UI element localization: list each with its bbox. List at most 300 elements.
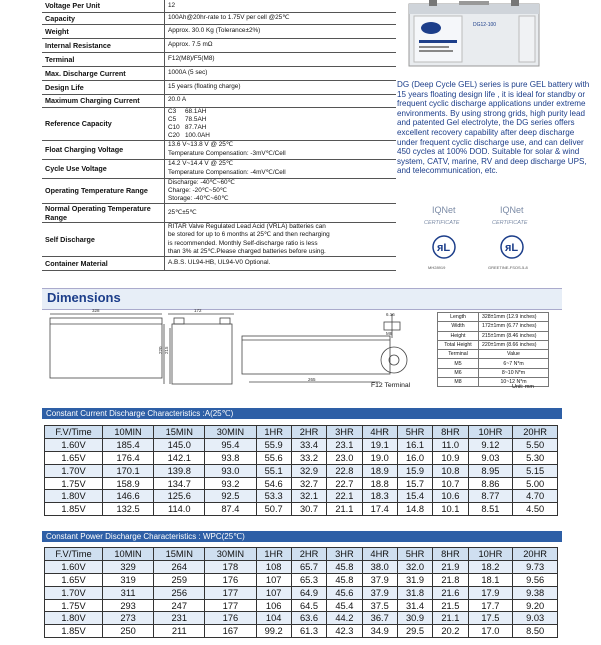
- table-cell: 38.0: [362, 560, 397, 573]
- spec-label: Capacity: [42, 12, 165, 24]
- torque-header: Terminal: [438, 350, 479, 359]
- table-cell: 21.1: [433, 612, 468, 625]
- spec-value: [165, 52, 397, 66]
- spec-row: [42, 204, 396, 223]
- table-cell: 15.7: [397, 477, 432, 490]
- spec-value-line: RITAR Valve Regulated Lead Acid (VRLA) batteries can: [168, 223, 326, 231]
- table-cell: 21.1: [327, 503, 362, 516]
- ul-logo-right: [501, 236, 523, 258]
- table-row: [45, 586, 558, 599]
- table-cell: 8.95: [468, 464, 513, 477]
- column-header: 10HR: [468, 548, 513, 561]
- table-cell: 264: [154, 560, 205, 573]
- final-voltage-cell: 1.60V: [45, 560, 103, 573]
- column-header: 5HR: [397, 426, 432, 439]
- table-cell: 32.1: [291, 490, 326, 503]
- table-cell: 19.1: [362, 438, 397, 451]
- table-cell: 45.8: [327, 573, 362, 586]
- table-row: [45, 573, 558, 586]
- terminal-caption: F12 Terminal: [371, 382, 411, 389]
- column-header: 2HR: [291, 548, 326, 561]
- table-cell: 95.4: [205, 438, 256, 451]
- table-cell: 54.6: [256, 477, 291, 490]
- table-cell: 16.1: [397, 438, 432, 451]
- torque-row: [438, 368, 549, 377]
- table-cell: 37.5: [362, 599, 397, 612]
- spec-value: [165, 204, 397, 223]
- spec-label: Maximum Charging Current: [42, 94, 165, 107]
- svg-text:CERTIFICATE: CERTIFICATE: [424, 220, 460, 226]
- svg-text:CERTIFICATE: CERTIFICATE: [492, 220, 528, 226]
- current-discharge-title: Constant Current Discharge Characteristics :A(25℃): [42, 408, 562, 419]
- table-cell: 9.03: [513, 612, 558, 625]
- spec-value: [165, 107, 397, 140]
- capacity-value: 78.5AH: [185, 115, 207, 123]
- column-header: 30MIN: [205, 426, 256, 439]
- column-header: 10MIN: [103, 548, 154, 561]
- table-cell: 185.4: [103, 438, 154, 451]
- table-cell: 114.0: [154, 503, 205, 516]
- dimension-label: Length: [438, 313, 479, 322]
- column-header: 8HR: [433, 548, 468, 561]
- table-cell: 10.7: [433, 477, 468, 490]
- table-cell: 256: [154, 586, 205, 599]
- table-cell: 107: [256, 586, 291, 599]
- table-cell: 142.1: [154, 451, 205, 464]
- table-cell: 8.86: [468, 477, 513, 490]
- table-cell: 99.2: [256, 625, 291, 638]
- final-voltage-cell: 1.60V: [45, 438, 103, 451]
- table-cell: 92.5: [205, 490, 256, 503]
- current-discharge-table: [44, 425, 558, 516]
- spec-value-line: 1000A (5 sec): [168, 68, 208, 76]
- column-header: 1HR: [256, 426, 291, 439]
- table-cell: 55.1: [256, 464, 291, 477]
- dimensions-header: [42, 288, 562, 310]
- table-cell: 42.3: [327, 625, 362, 638]
- table-cell: 32.9: [291, 464, 326, 477]
- table-cell: 247: [154, 599, 205, 612]
- torque-value: 6~7 N*m: [479, 359, 549, 368]
- table-cell: 23.0: [327, 451, 362, 464]
- final-voltage-cell: 1.80V: [45, 490, 103, 503]
- table-cell: 93.8: [205, 451, 256, 464]
- spec-value: [165, 140, 397, 159]
- spec-value: [165, 256, 397, 270]
- dimension-value: 220±1mm (8.66 inches): [479, 340, 549, 349]
- table-cell: 87.4: [205, 503, 256, 516]
- final-voltage-cell: 1.75V: [45, 477, 103, 490]
- dimension-table: [437, 312, 549, 387]
- table-cell: 9.12: [468, 438, 513, 451]
- dimension-row: [438, 322, 549, 331]
- table-cell: 15.4: [397, 490, 432, 503]
- spec-value: [165, 24, 397, 38]
- table-cell: 21.6: [433, 586, 468, 599]
- table-cell: 145.0: [154, 438, 205, 451]
- column-header: 3HR: [327, 426, 362, 439]
- spec-row: [42, 24, 396, 38]
- spec-value-line: 25℃±5℃: [168, 209, 197, 216]
- table-cell: 36.7: [362, 612, 397, 625]
- table-cell: 31.4: [397, 599, 432, 612]
- table-cell: 32.7: [291, 477, 326, 490]
- dimension-value: 172±1mm (6.77 inches): [479, 322, 549, 331]
- spec-value-line: 13.6 V~13.8 V @ 25℃: [168, 141, 234, 149]
- table-cell: 9.73: [513, 560, 558, 573]
- table-cell: 22.7: [327, 477, 362, 490]
- table-cell: 31.8: [397, 586, 432, 599]
- ul-logo-left: [433, 236, 455, 258]
- table-cell: 259: [154, 573, 205, 586]
- table-cell: 45.4: [327, 599, 362, 612]
- table-cell: 65.3: [291, 573, 326, 586]
- table-header-row: [45, 548, 558, 561]
- capacity-rate: C3: [168, 107, 177, 115]
- table-cell: 32.0: [397, 560, 432, 573]
- dimension-row: [438, 340, 549, 349]
- table-cell: 20.2: [433, 625, 468, 638]
- torque-value: 8~10 N*m: [479, 368, 549, 377]
- column-header: 1HR: [256, 548, 291, 561]
- spec-row: [42, 107, 396, 140]
- spec-value-line: than 3% at 25℃.Please charged batteries before using.: [168, 247, 326, 255]
- table-cell: 139.8: [154, 464, 205, 477]
- table-cell: 311: [103, 586, 154, 599]
- table-cell: 37.9: [362, 586, 397, 599]
- table-cell: 30.7: [291, 503, 326, 516]
- table-cell: 106: [256, 599, 291, 612]
- torque-value: 10~12 N*m: [479, 378, 549, 387]
- torque-terminal: M8: [438, 378, 479, 387]
- table-row: [45, 438, 558, 451]
- spec-row: [42, 52, 396, 66]
- column-header: F.V/Time: [45, 426, 103, 439]
- table-cell: 5.15: [513, 464, 558, 477]
- table-cell: 9.38: [513, 586, 558, 599]
- svg-text:M8: M8: [386, 331, 393, 336]
- capacity-rate: C20: [168, 131, 180, 139]
- table-cell: 10.6: [433, 490, 468, 503]
- dimension-label: Width: [438, 322, 479, 331]
- table-cell: 177: [205, 586, 256, 599]
- table-cell: 211: [154, 625, 205, 638]
- dimension-row: [438, 313, 549, 322]
- table-cell: 5.30: [513, 451, 558, 464]
- final-voltage-cell: 1.65V: [45, 573, 103, 586]
- spec-row: [42, 12, 396, 24]
- table-cell: 30.9: [397, 612, 432, 625]
- table-cell: 10.1: [433, 503, 468, 516]
- table-cell: 167: [205, 625, 256, 638]
- table-cell: 45.8: [327, 560, 362, 573]
- table-cell: 104: [256, 612, 291, 625]
- spec-label: Self Discharge: [42, 223, 165, 257]
- svg-text:328: 328: [92, 308, 100, 313]
- spec-value-line: be stored for up to 6 months at 25℃ and then recharging: [168, 231, 330, 239]
- table-cell: 21.8: [433, 573, 468, 586]
- table-cell: 10.8: [433, 464, 468, 477]
- table-cell: 93.0: [205, 464, 256, 477]
- svg-text:172: 172: [194, 308, 202, 313]
- table-cell: 53.3: [256, 490, 291, 503]
- table-cell: 44.2: [327, 612, 362, 625]
- spec-value-line: Approx. 30.0 Kg (Tolerance±2%): [168, 26, 261, 34]
- table-row: [45, 625, 558, 638]
- table-cell: 23.1: [327, 438, 362, 451]
- table-row: [45, 490, 558, 503]
- svg-text:IQNet: IQNet: [432, 205, 456, 215]
- battery-product-image: [399, 0, 549, 70]
- table-cell: 22.1: [327, 490, 362, 503]
- spec-value-line: 14.2 V~14.4 V @ 25℃: [168, 160, 234, 168]
- table-cell: 158.9: [103, 477, 154, 490]
- product-label: DG12-100: [473, 22, 497, 28]
- torque-row: [438, 359, 549, 368]
- spec-value-line: F12(M8)/F5(M8): [168, 54, 215, 62]
- spec-value-line: is recommended. Monthly Self-discharge ratio is less: [168, 239, 318, 247]
- spec-value-line: 12: [168, 1, 176, 9]
- table-cell: 10.9: [433, 451, 468, 464]
- table-cell: 22.8: [327, 464, 362, 477]
- spec-value: [165, 12, 397, 24]
- table-cell: 18.9: [362, 464, 397, 477]
- column-header: F.V/Time: [45, 548, 103, 561]
- table-cell: 134.7: [154, 477, 205, 490]
- table-row: [45, 477, 558, 490]
- spec-value-line: Temperature Compensation: -4mV℃/Cell: [168, 168, 286, 176]
- table-cell: 18.2: [468, 560, 513, 573]
- spec-label: Container Material: [42, 256, 165, 270]
- table-cell: 15.9: [397, 464, 432, 477]
- torque-header: Value: [479, 350, 549, 359]
- table-cell: 9.20: [513, 599, 558, 612]
- spec-label: Max. Discharge Current: [42, 66, 165, 80]
- table-cell: 146.6: [103, 490, 154, 503]
- spec-table: [42, 0, 396, 271]
- spec-row: [42, 66, 396, 80]
- cert-code-right: GREETINE-FSOS-5-8: [488, 265, 528, 270]
- table-cell: 250: [103, 625, 154, 638]
- table-cell: 8.50: [513, 625, 558, 638]
- column-header: 4HR: [362, 426, 397, 439]
- iqnet-logo-right: [492, 205, 528, 226]
- spec-value: [165, 80, 397, 94]
- table-cell: 65.7: [291, 560, 326, 573]
- torque-header-row: [438, 350, 549, 359]
- table-cell: 8.77: [468, 490, 513, 503]
- power-discharge-title: Constant Power Discharge Characteristics : WPC(25℃): [42, 531, 562, 542]
- dimension-value: 215±1mm (8.46 inches): [479, 331, 549, 340]
- table-row: [45, 464, 558, 477]
- column-header: 30MIN: [205, 548, 256, 561]
- table-cell: 50.7: [256, 503, 291, 516]
- spec-value: [165, 0, 397, 12]
- spec-label: Voltage Per Unit: [42, 0, 165, 12]
- spec-row: [42, 0, 396, 12]
- dimension-value: 328±1mm (12.9 inches): [479, 313, 549, 322]
- table-row: [45, 451, 558, 464]
- table-cell: 231: [154, 612, 205, 625]
- spec-row: [42, 140, 396, 159]
- dimensions-title: Dimensions: [47, 290, 121, 305]
- svg-text:ᴙL: ᴙL: [437, 242, 451, 254]
- spec-label: Design Life: [42, 80, 165, 94]
- final-voltage-cell: 1.70V: [45, 464, 103, 477]
- table-cell: 5.50: [513, 438, 558, 451]
- spec-value-line: Charge: -20℃~50℃: [168, 186, 227, 194]
- table-cell: 17.7: [468, 599, 513, 612]
- table-cell: 293: [103, 599, 154, 612]
- spec-value-line: A.B.S. UL94-HB, UL94-V0 Optional.: [168, 259, 271, 267]
- column-header: 20HR: [513, 426, 558, 439]
- table-row: [45, 503, 558, 516]
- iqnet-logo-left: [424, 205, 460, 226]
- final-voltage-cell: 1.70V: [45, 586, 103, 599]
- final-voltage-cell: 1.85V: [45, 625, 103, 638]
- table-cell: 63.6: [291, 612, 326, 625]
- column-header: 2HR: [291, 426, 326, 439]
- table-cell: 107: [256, 573, 291, 586]
- column-header: 15MIN: [154, 548, 205, 561]
- table-cell: 178: [205, 560, 256, 573]
- svg-text:220: 220: [158, 346, 163, 354]
- column-header: 4HR: [362, 548, 397, 561]
- table-row: [45, 599, 558, 612]
- capacity-value: 100.0AH: [185, 131, 210, 139]
- table-cell: 17.0: [468, 625, 513, 638]
- dimension-row: [438, 331, 549, 340]
- spec-value: [165, 38, 397, 52]
- column-header: 3HR: [327, 548, 362, 561]
- table-cell: 11.0: [433, 438, 468, 451]
- column-header: 20HR: [513, 548, 558, 561]
- svg-text:ᴙL: ᴙL: [505, 242, 519, 254]
- table-cell: 18.8: [362, 477, 397, 490]
- spec-value-line: Temperature Compensation: -3mV℃/Cell: [168, 149, 286, 157]
- svg-text:215: 215: [164, 346, 169, 354]
- spec-label: Internal Resistance: [42, 38, 165, 52]
- column-header: 10HR: [468, 426, 513, 439]
- spec-value: [165, 178, 397, 204]
- table-cell: 37.9: [362, 573, 397, 586]
- spec-label: Operating Temperature Range: [42, 178, 165, 204]
- column-header: 5HR: [397, 548, 432, 561]
- table-cell: 125.6: [154, 490, 205, 503]
- capacity-grid: [168, 108, 393, 140]
- table-row: [45, 560, 558, 573]
- table-cell: 18.3: [362, 490, 397, 503]
- table-cell: 170.1: [103, 464, 154, 477]
- table-cell: 33.2: [291, 451, 326, 464]
- svg-text:265: 265: [308, 377, 316, 382]
- spec-value-line: 20.0 A: [168, 96, 187, 104]
- table-cell: 14.8: [397, 503, 432, 516]
- column-header: 10MIN: [103, 426, 154, 439]
- spec-row: [42, 94, 396, 107]
- spec-label: Float Charging Voltage: [42, 140, 165, 159]
- column-header: 15MIN: [154, 426, 205, 439]
- table-cell: 273: [103, 612, 154, 625]
- spec-row: [42, 256, 396, 270]
- table-cell: 319: [103, 573, 154, 586]
- spec-label: Terminal: [42, 52, 165, 66]
- table-cell: 21.5: [433, 599, 468, 612]
- spec-row: [42, 38, 396, 52]
- table-cell: 132.5: [103, 503, 154, 516]
- capacity-rate: C10: [168, 123, 180, 131]
- table-cell: 17.9: [468, 586, 513, 599]
- capacity-value: 87.7AH: [185, 123, 207, 131]
- table-cell: 34.9: [362, 625, 397, 638]
- torque-terminal: M5: [438, 359, 479, 368]
- table-cell: 18.1: [468, 573, 513, 586]
- spec-label: Cycle Use Voltage: [42, 159, 165, 178]
- table-cell: 176: [205, 573, 256, 586]
- certificates: [420, 203, 570, 283]
- spec-label: Weight: [42, 24, 165, 38]
- svg-text:6.16: 6.16: [386, 312, 395, 317]
- table-cell: 4.70: [513, 490, 558, 503]
- spec-value-line: Storage: -40℃~60℃: [168, 194, 229, 202]
- spec-value-line: 100Ah@20hr-rate to 1.75V per cell @25℃: [168, 13, 290, 21]
- power-discharge-table: [44, 547, 558, 638]
- dimension-label: Total Height: [438, 340, 479, 349]
- table-cell: 64.5: [291, 599, 326, 612]
- spec-label: Reference Capacity: [42, 107, 165, 140]
- final-voltage-cell: 1.85V: [45, 503, 103, 516]
- table-cell: 16.0: [397, 451, 432, 464]
- table-cell: 17.4: [362, 503, 397, 516]
- table-cell: 9.56: [513, 573, 558, 586]
- column-header: 8HR: [433, 426, 468, 439]
- table-cell: 4.50: [513, 503, 558, 516]
- table-cell: 55.6: [256, 451, 291, 464]
- svg-text:IQNet: IQNet: [500, 205, 524, 215]
- table-cell: 64.9: [291, 586, 326, 599]
- final-voltage-cell: 1.65V: [45, 451, 103, 464]
- spec-value-line: Approx. 7.5 mΩ: [168, 40, 213, 48]
- cert-code-left: MH28919: [428, 265, 446, 270]
- spec-value: [165, 94, 397, 107]
- table-header-row: [45, 426, 558, 439]
- product-description: DG (Deep Cycle GEL) series is pure GEL battery with 15 years floating design life , it is ideal for standby or frequent cyclic discharge applications under extreme environments. By using strong grids, high purity lead and patented Gel electrolyte, the DG series offers excellent recovery capability after deep discharge under frequent cyclic discharge use, and can deliver 450 cycles at 100% DOD. Suitable for solar & wind system, CATV, marine, RV and deep discharge UPS, and telecommunication, etc.: [397, 80, 590, 176]
- spec-value: [165, 159, 397, 178]
- table-cell: 329: [103, 560, 154, 573]
- spec-value: [165, 66, 397, 80]
- table-cell: 61.3: [291, 625, 326, 638]
- spec-row: [42, 223, 396, 257]
- dimension-label: Height: [438, 331, 479, 340]
- table-cell: 177: [205, 599, 256, 612]
- table-cell: 19.0: [362, 451, 397, 464]
- table-cell: 176: [205, 612, 256, 625]
- table-cell: 29.5: [397, 625, 432, 638]
- spec-row: [42, 80, 396, 94]
- table-cell: 33.4: [291, 438, 326, 451]
- table-cell: 21.9: [433, 560, 468, 573]
- table-cell: 9.03: [468, 451, 513, 464]
- final-voltage-cell: 1.75V: [45, 599, 103, 612]
- table-cell: 93.2: [205, 477, 256, 490]
- table-cell: 17.5: [468, 612, 513, 625]
- spec-row: [42, 159, 396, 178]
- spec-label: Normal Operating Temperature Range: [42, 204, 165, 223]
- table-cell: 176.4: [103, 451, 154, 464]
- table-cell: 108: [256, 560, 291, 573]
- spec-value-line: Discharge: -40℃~60℃: [168, 178, 235, 186]
- table-cell: 31.9: [397, 573, 432, 586]
